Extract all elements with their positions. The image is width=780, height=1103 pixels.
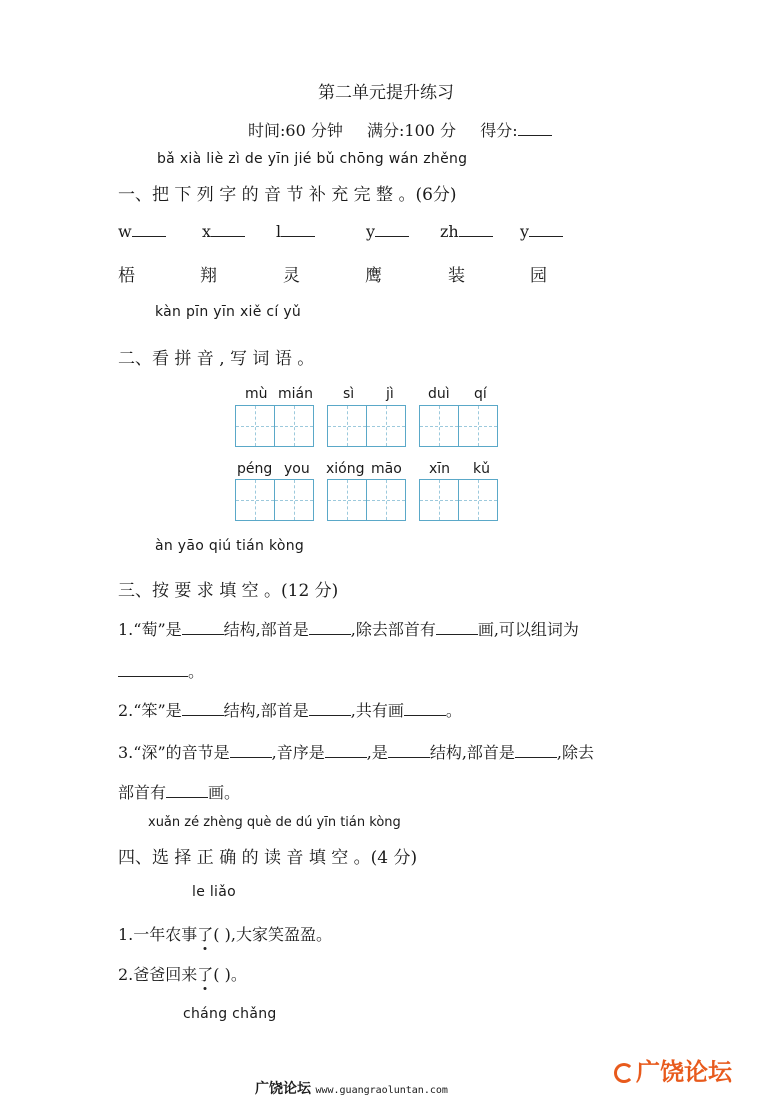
s1-char-5: 园 xyxy=(530,266,547,286)
s4-pinyin: xuǎn zé zhèng què de dú yīn tián kòng xyxy=(148,815,401,830)
logo-icon xyxy=(614,1063,634,1083)
footer-url[interactable]: www.guangraoluntan.com xyxy=(315,1085,448,1096)
s2-heading: 二、看 拼 音 , 写 词 语 。 xyxy=(118,349,315,369)
s2-py-5: qí xyxy=(474,386,487,402)
page-title: 第二单元提升练习 xyxy=(318,83,454,103)
blank[interactable] xyxy=(166,796,208,798)
s1-pinyin: bǎ xià liè zì de yīn jié bǔ chōng wán zhěng xyxy=(157,151,468,167)
time-limit: 时间:60 分钟 xyxy=(248,121,343,140)
s2-py-0: mù xyxy=(245,386,268,402)
s3-heading: 三、按 要 求 填 空 。(12 分) xyxy=(118,581,339,601)
s1-initial-2[interactable]: l xyxy=(276,222,315,241)
blank[interactable] xyxy=(388,756,430,758)
s2-py-6: péng xyxy=(237,461,273,477)
s1-char-1: 翔 xyxy=(200,266,217,286)
s3-q1-cont: 。 xyxy=(118,659,204,682)
s4-q2: 2.爸爸回来了( )。 xyxy=(118,962,247,985)
s1-char-4: 装 xyxy=(448,266,465,286)
s1-initial-0[interactable]: w xyxy=(118,222,166,241)
blank[interactable] xyxy=(436,633,478,635)
s1-char-3: 鹰 xyxy=(365,266,382,286)
blank[interactable] xyxy=(325,756,367,758)
s2-grid-4[interactable] xyxy=(235,479,314,521)
s2-grid-5[interactable] xyxy=(327,479,406,521)
s1-initial-1[interactable]: x xyxy=(202,222,245,241)
brand-logo: 广饶论坛 xyxy=(614,1052,732,1087)
s3-q3: 3.“深”的音节是 ,音序是 ,是 结构,部首是 ,除去 xyxy=(118,743,595,762)
s2-py-1: mián xyxy=(278,386,313,402)
s2-py-3: jì xyxy=(386,386,394,402)
s1-char-0: 梧 xyxy=(118,266,135,286)
s1-heading: 一、把 下 列 字 的 音 节 补 充 完 整 。(6分) xyxy=(118,185,457,205)
s2-py-11: kǔ xyxy=(473,461,490,477)
s2-grid-2[interactable] xyxy=(327,405,406,447)
blank[interactable] xyxy=(515,756,557,758)
footer-name: 广饶论坛 xyxy=(255,1081,311,1097)
blank[interactable] xyxy=(182,714,224,716)
s3-q3-cont: 部首有 画。 xyxy=(118,783,241,802)
score-label: 得分: xyxy=(480,121,518,140)
footer xyxy=(255,1078,448,1098)
dotted-char: 了 xyxy=(197,922,213,945)
s2-py-8: xióng xyxy=(326,461,365,477)
blank[interactable] xyxy=(182,633,224,635)
s2-grid-6[interactable] xyxy=(419,479,498,521)
s2-py-9: māo xyxy=(371,461,402,477)
s2-grid-1[interactable] xyxy=(235,405,314,447)
blank[interactable] xyxy=(118,675,188,677)
s2-py-7: you xyxy=(284,461,310,477)
s2-py-2: sì xyxy=(343,386,355,402)
dotted-char: 了 xyxy=(197,962,213,985)
blank[interactable] xyxy=(230,756,272,758)
blank[interactable] xyxy=(404,714,446,716)
s2-pinyin: kàn pīn yīn xiě cí yǔ xyxy=(155,304,302,320)
blank[interactable] xyxy=(309,714,351,716)
full-score: 满分:100 分 xyxy=(367,121,457,140)
s1-initial-5[interactable]: y xyxy=(520,222,563,241)
s3-q2: 2.“笨”是 结构,部首是 ,共有画 。 xyxy=(118,701,462,720)
s1-initial-4[interactable]: zh xyxy=(440,222,493,241)
s4-heading: 四、选 择 正 确 的 读 音 填 空 。(4 分) xyxy=(118,848,418,868)
s2-py-10: xīn xyxy=(429,461,451,477)
score-blank[interactable] xyxy=(518,134,552,136)
exam-meta xyxy=(248,118,552,141)
s4-options-2: cháng chǎng xyxy=(183,1006,277,1022)
s3-pinyin: àn yāo qiú tián kòng xyxy=(155,538,305,554)
s2-py-4: duì xyxy=(428,386,450,402)
blank[interactable] xyxy=(309,633,351,635)
s1-char-2: 灵 xyxy=(283,266,300,286)
s2-grid-3[interactable] xyxy=(419,405,498,447)
s3-q1: 1.“萄”是 结构,部首是 ,除去部首有 画,可以组词为 xyxy=(118,620,579,639)
s4-q1: 1.一年农事了( ),大家笑盈盈。 xyxy=(118,922,332,945)
s4-options-1: le liǎo xyxy=(192,884,236,900)
s1-initial-3[interactable]: y xyxy=(366,222,409,241)
